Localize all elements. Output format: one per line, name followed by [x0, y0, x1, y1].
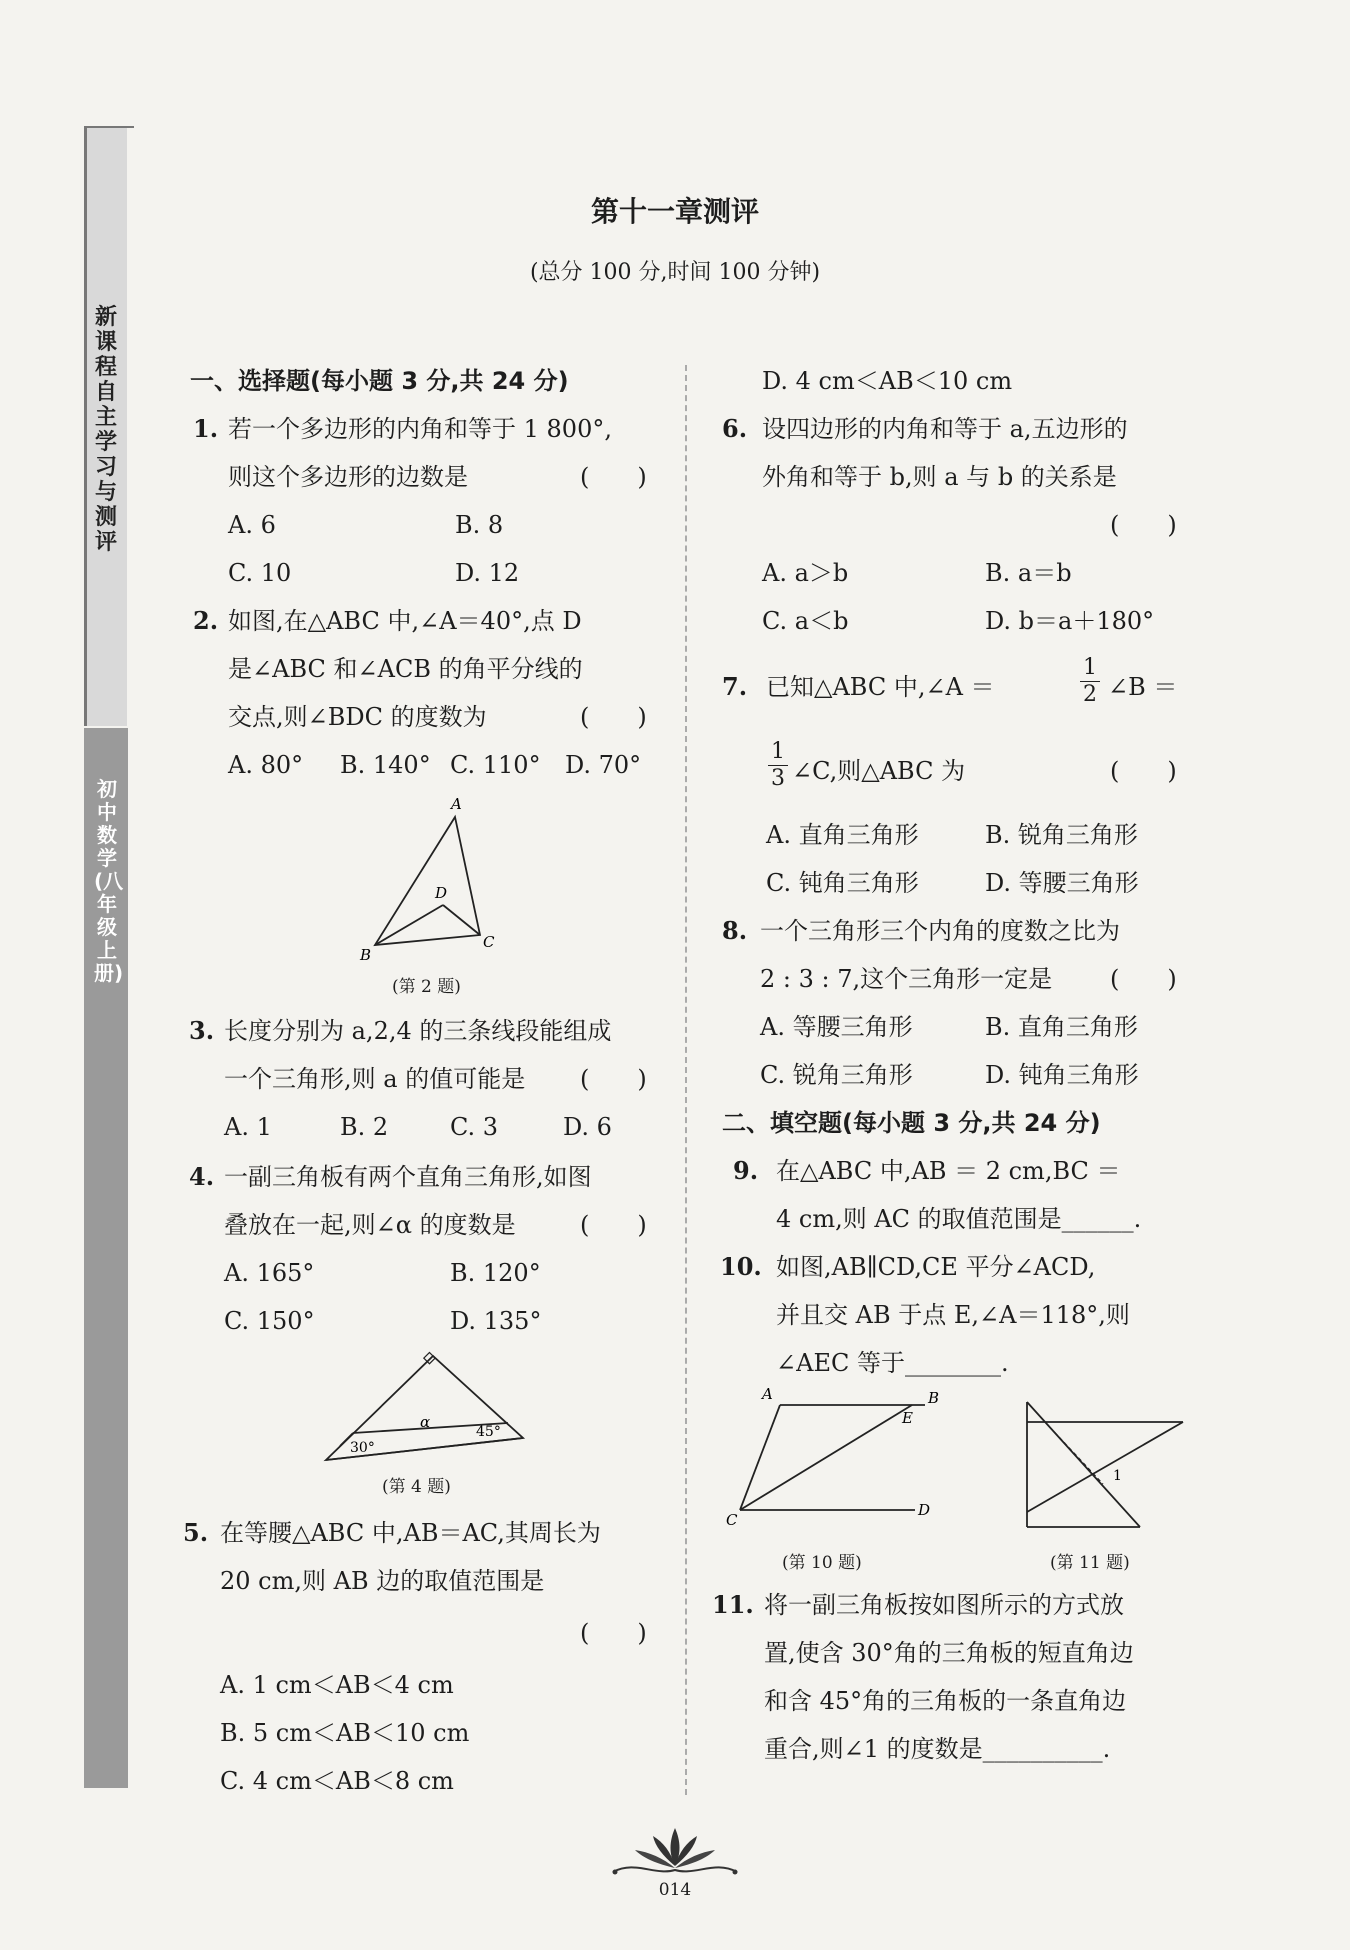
q10-caption: (第 10 题)	[782, 1553, 862, 1573]
q3-option-a: A. 1	[224, 1113, 272, 1141]
q2-option-a: A. 80°	[228, 751, 304, 779]
q5-option-b: B. 5 cm＜AB＜10 cm	[220, 1719, 470, 1747]
q11-line2: 置,使含 30°角的三角板的短直角边	[764, 1639, 1134, 1667]
q11-line1: 将一副三角板按如图所示的方式放	[764, 1591, 1124, 1619]
page-subtitle: (总分 100 分,时间 100 分钟)	[529, 260, 821, 285]
q2-label-b: B	[360, 946, 372, 964]
q8-option-a: A. 等腰三角形	[760, 1013, 913, 1041]
q6-option-c: C. a＜b	[762, 607, 849, 635]
q6-number: 6.	[722, 414, 748, 443]
q4-figure	[318, 1348, 528, 1463]
q7-option-a: A. 直角三角形	[766, 821, 919, 849]
q6-option-d: D. b＝a＋180°	[985, 607, 1155, 635]
q3-option-c: C. 3	[450, 1113, 499, 1141]
q11-caption: (第 11 题)	[1050, 1553, 1130, 1573]
q4-answer-paren: ( )	[580, 1211, 647, 1239]
sidebar-top-rule	[84, 126, 134, 128]
q4-option-c: C. 150°	[224, 1307, 315, 1335]
q2-label-d: D	[435, 884, 448, 902]
q10-label-a: A	[762, 1385, 773, 1403]
q7-line2: ∠C,则△ABC 为	[792, 757, 966, 785]
q8-line1: 一个三角形三个内角的度数之比为	[760, 917, 1120, 945]
q7-fraction-third-den: 3	[771, 766, 785, 791]
q7-fraction-half-num: 1	[1083, 655, 1097, 680]
q10-figure	[720, 1385, 940, 1530]
q2-option-d: D. 70°	[565, 751, 642, 779]
q8-option-b: B. 直角三角形	[985, 1013, 1138, 1041]
q2-line3: 交点,则∠BDC 的度数为	[228, 703, 487, 731]
series-title: 新课程自主学习与测评	[94, 305, 117, 555]
q1-line1: 若一个多边形的内角和等于 1 800°,	[228, 415, 612, 443]
q11-line3: 和含 45°角的三角板的一条直角边	[764, 1687, 1127, 1715]
q5-answer-paren: ( )	[580, 1619, 647, 1647]
q2-number: 2.	[193, 606, 219, 635]
q7-option-b: B. 锐角三角形	[985, 821, 1138, 849]
q5-option-a: A. 1 cm＜AB＜4 cm	[220, 1671, 454, 1699]
q5-option-c: C. 4 cm＜AB＜8 cm	[220, 1767, 454, 1795]
q7-option-d: D. 等腰三角形	[985, 869, 1139, 897]
q6-option-b: B. a＝b	[985, 559, 1072, 587]
q1-answer-paren: ( )	[580, 463, 647, 491]
q4-option-a: A. 165°	[224, 1259, 315, 1287]
q9-number: 9.	[733, 1156, 759, 1185]
q3-line1: 长度分别为 a,2,4 的三条线段能组成	[224, 1017, 612, 1045]
q2-answer-paren: ( )	[580, 703, 647, 731]
q8-option-d: D. 钝角三角形	[985, 1061, 1139, 1089]
q10-line3: ∠AEC 等于________.	[776, 1349, 1009, 1377]
q5-line1: 在等腰△ABC 中,AB＝AC,其周长为	[220, 1519, 601, 1547]
q11-line4: 重合,则∠1 的度数是__________.	[764, 1735, 1111, 1763]
q7-line1-b: ∠B ＝	[1108, 673, 1178, 701]
q10-label-c: C	[726, 1511, 738, 1529]
page-title: 第十一章测评	[590, 195, 759, 228]
q7-answer-paren: ( )	[1110, 757, 1177, 785]
q11-angle-label: 1	[1113, 1468, 1122, 1484]
q9-line1: 在△ABC 中,AB ＝ 2 cm,BC ＝	[776, 1157, 1121, 1185]
q3-line2: 一个三角形,则 a 的值可能是	[224, 1065, 526, 1093]
q4-angle-45: 45°	[476, 1424, 501, 1440]
q2-option-b: B. 140°	[340, 751, 431, 779]
q1-option-d: D. 12	[455, 559, 520, 587]
q10-label-d: D	[918, 1501, 931, 1519]
q11-figure	[1015, 1392, 1190, 1532]
q1-option-b: B. 8	[455, 511, 504, 539]
q10-label-e: E	[902, 1409, 913, 1427]
q7-fraction-third-num: 1	[771, 739, 785, 764]
q8-answer-paren: ( )	[1110, 965, 1177, 993]
q5-line2: 20 cm,则 AB 边的取值范围是	[220, 1567, 545, 1595]
q4-option-d: D. 135°	[450, 1307, 542, 1335]
q11-number: 11.	[712, 1590, 754, 1619]
q2-figure	[355, 795, 505, 970]
q3-option-b: B. 2	[340, 1113, 389, 1141]
column-divider	[685, 365, 687, 1795]
q4-angle-30: 30°	[350, 1440, 375, 1456]
q7-number: 7.	[722, 672, 748, 701]
q10-label-b: B	[928, 1389, 940, 1407]
q2-line1: 如图,在△ABC 中,∠A＝40°,点 D	[228, 607, 582, 635]
q7-option-c: C. 钝角三角形	[766, 869, 919, 897]
q6-line1: 设四边形的内角和等于 a,五边形的	[762, 415, 1128, 443]
q7-fraction-half-den: 2	[1083, 682, 1097, 707]
q4-number: 4.	[189, 1162, 215, 1191]
q6-line2: 外角和等于 b,则 a 与 b 的关系是	[762, 463, 1117, 491]
q4-angle-alpha: α	[420, 1413, 431, 1431]
section1-heading: 一、选择题(每小题 3 分,共 24 分)	[190, 367, 569, 395]
q6-option-a: A. a＞b	[762, 559, 849, 587]
q5-option-d: D. 4 cm＜AB＜10 cm	[762, 367, 1013, 395]
book-title: 初中数学(八年级上册)	[94, 777, 124, 985]
section2-heading: 二、填空题(每小题 3 分,共 24 分)	[722, 1109, 1101, 1137]
q2-label-c: C	[483, 933, 495, 951]
q10-number: 10.	[720, 1252, 762, 1281]
q1-line2: 则这个多边形的边数是	[228, 463, 468, 491]
q2-line2: 是∠ABC 和∠ACB 的角平分线的	[228, 655, 583, 683]
q1-option-c: C. 10	[228, 559, 292, 587]
q7-fraction-half	[1080, 656, 1100, 707]
q1-number: 1.	[193, 414, 219, 443]
q5-number: 5.	[183, 1518, 209, 1547]
q4-line1: 一副三角板有两个直角三角形,如图	[224, 1163, 592, 1191]
q4-caption: (第 4 题)	[382, 1477, 451, 1497]
q6-answer-paren: ( )	[1110, 511, 1177, 539]
q8-number: 8.	[722, 916, 748, 945]
q10-line2: 并且交 AB 于点 E,∠A＝118°,则	[776, 1301, 1130, 1329]
q1-option-a: A. 6	[228, 511, 276, 539]
q8-option-c: C. 锐角三角形	[760, 1061, 913, 1089]
q4-option-b: B. 120°	[450, 1259, 541, 1287]
q8-line2: 2 : 3 : 7,这个三角形一定是	[760, 965, 1053, 993]
q3-answer-paren: ( )	[580, 1065, 647, 1093]
q7-line1-a: 已知△ABC 中,∠A ＝	[766, 673, 995, 701]
q3-option-d: D. 6	[563, 1113, 612, 1141]
q10-line1: 如图,AB∥CD,CE 平分∠ACD,	[776, 1253, 1096, 1281]
q4-line2: 叠放在一起,则∠α 的度数是	[224, 1211, 516, 1239]
q7-fraction-third	[768, 740, 788, 791]
q3-number: 3.	[189, 1016, 215, 1045]
page-number: 014	[658, 1880, 692, 1900]
q2-option-c: C. 110°	[450, 751, 541, 779]
q2-label-a: A	[451, 795, 462, 813]
q2-caption: (第 2 题)	[392, 977, 461, 997]
footer-ornament-icon	[605, 1820, 745, 1880]
q9-line2: 4 cm,则 AC 的取值范围是______.	[776, 1205, 1142, 1233]
